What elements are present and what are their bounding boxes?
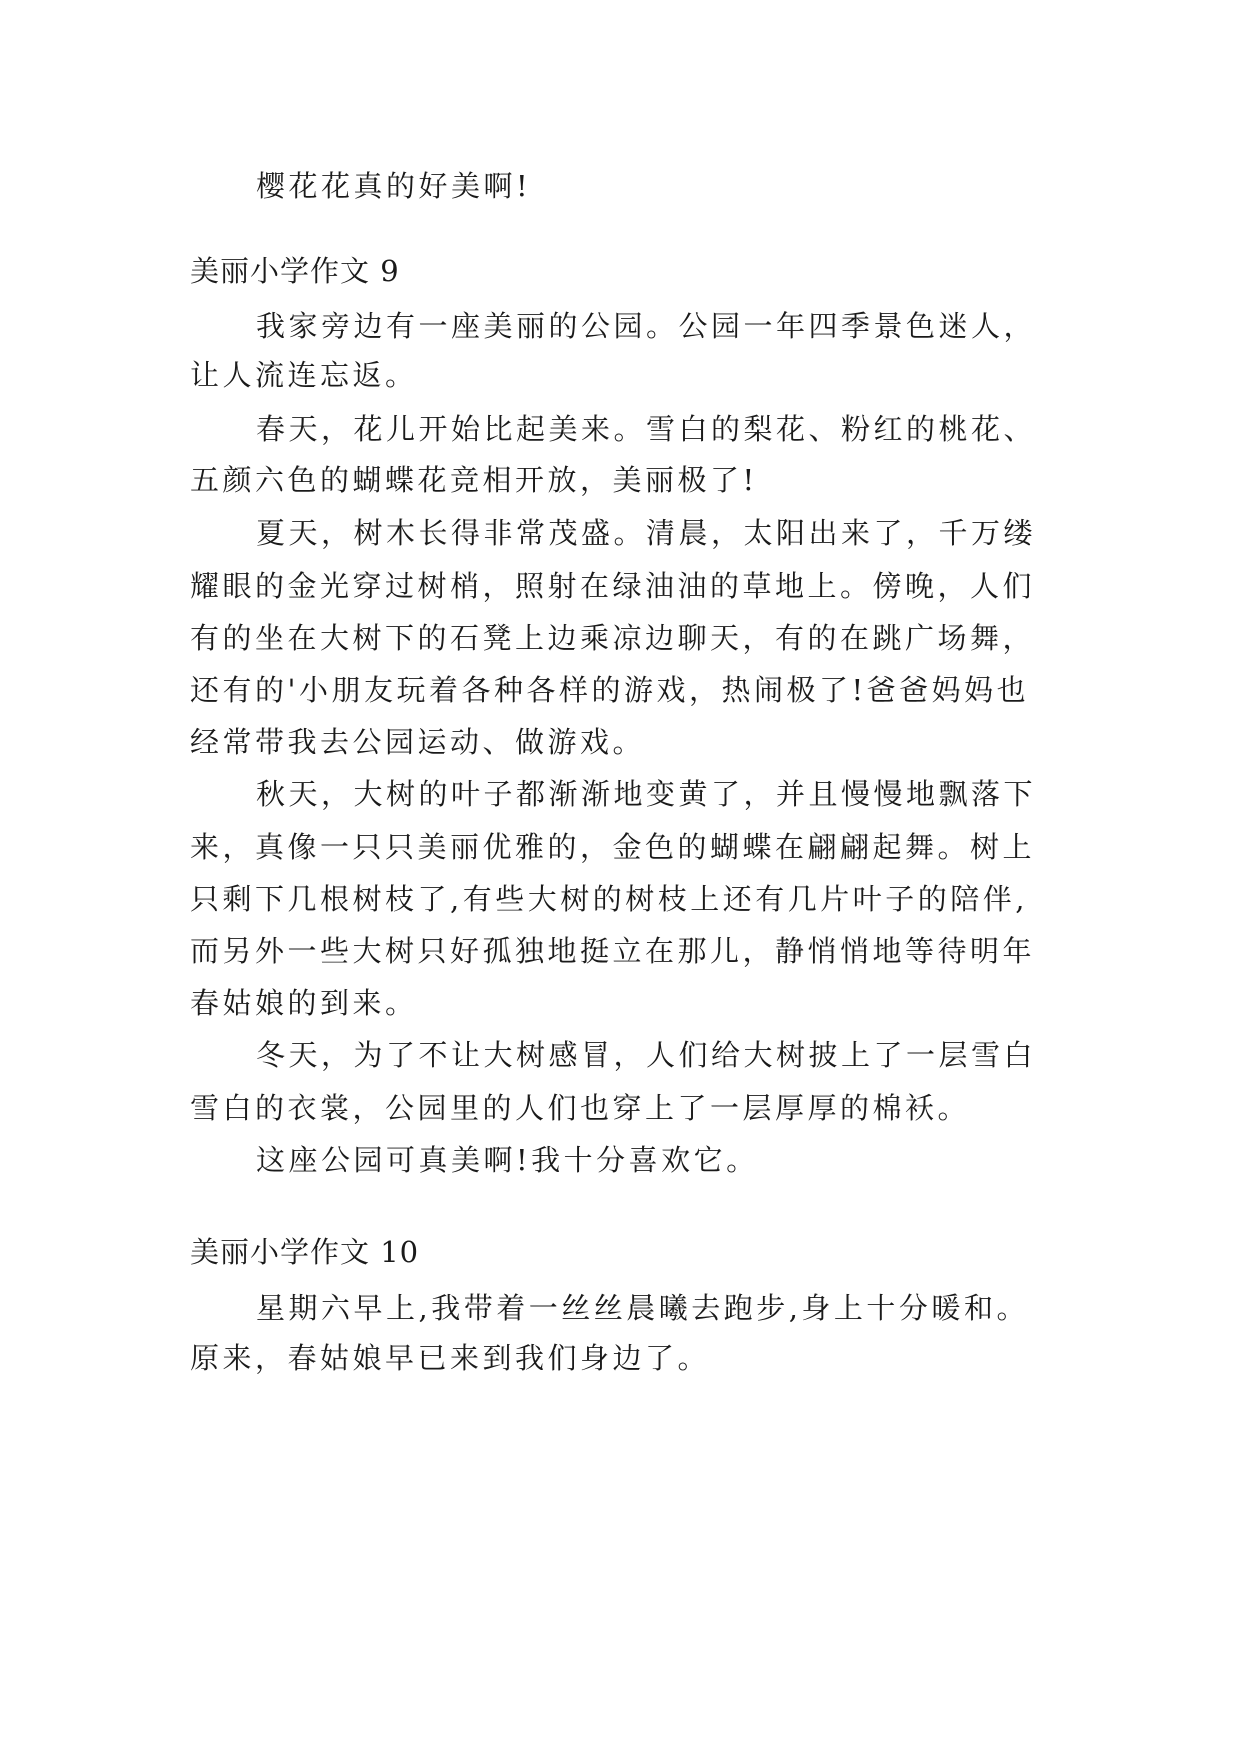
essay-9-p3-line-3: 有的坐在大树下的石凳上边乘凉边聊天，有的在跳广场舞，: [190, 621, 1036, 655]
essay-9-p5-line-1: 冬天，为了不让大树感冒，人们给大树披上了一层雪白: [256, 1038, 1037, 1072]
essay-9-p3-line-1: 夏天，树木长得非常茂盛。清晨，太阳出来了，千万缕: [256, 516, 1037, 550]
essay-10-p1-line-1: 星期六早上,我带着一丝丝晨曦去跑步,身上十分暖和。: [256, 1291, 1029, 1325]
essay-9-p1-line-2: 让人流连忘返。: [190, 358, 418, 392]
intro-line: 樱花花真的好美啊!: [256, 169, 532, 203]
essay-9-p3-line-4: 还有的'小朋友玩着各种各样的游戏，热闹极了!爸爸妈妈也: [190, 673, 1030, 707]
essay-9-p4-line-5: 春姑娘的到来。: [190, 986, 418, 1020]
essay-9-p5-line-2: 雪白的衣裳，公园里的人们也穿上了一层厚厚的棉袄。: [190, 1091, 971, 1125]
essay-9-p3-line-2: 耀眼的金光穿过树梢，照射在绿油油的草地上。傍晚，人们: [190, 569, 1036, 603]
essay-9-p4-line-4: 而另外一些大树只好孤独地挺立在那儿，静悄悄地等待明年: [190, 934, 1036, 968]
essay-9-p1-line-1: 我家旁边有一座美丽的公园。公园一年四季景色迷人，: [256, 309, 1037, 343]
essay-9-p2-line-1: 春天，花儿开始比起美来。雪白的梨花、粉红的桃花、: [256, 412, 1037, 446]
essay-9-p4-line-2: 来，真像一只只美丽优雅的，金色的蝴蝶在翩翩起舞。树上: [190, 830, 1036, 864]
essay-10-p1-line-2: 原来，春姑娘早已来到我们身边了。: [190, 1341, 711, 1375]
essay-9-title: 美丽小学作文 9: [190, 254, 400, 288]
essay-9-p4-line-3: 只剩下几根树枝了,有些大树的树枝上还有几片叶子的陪伴,: [190, 882, 1028, 916]
essay-10-title: 美丽小学作文 10: [190, 1235, 420, 1269]
essay-9-p3-line-5: 经常带我去公园运动、做游戏。: [190, 725, 646, 759]
essay-9-p6-line-1: 这座公园可真美啊!我十分喜欢它。: [256, 1143, 759, 1177]
essay-9-p2-line-2: 五颜六色的蝴蝶花竞相开放，美丽极了!: [190, 463, 758, 497]
essay-9-p4-line-1: 秋天，大树的叶子都渐渐地变黄了，并且慢慢地飘落下: [256, 777, 1037, 811]
